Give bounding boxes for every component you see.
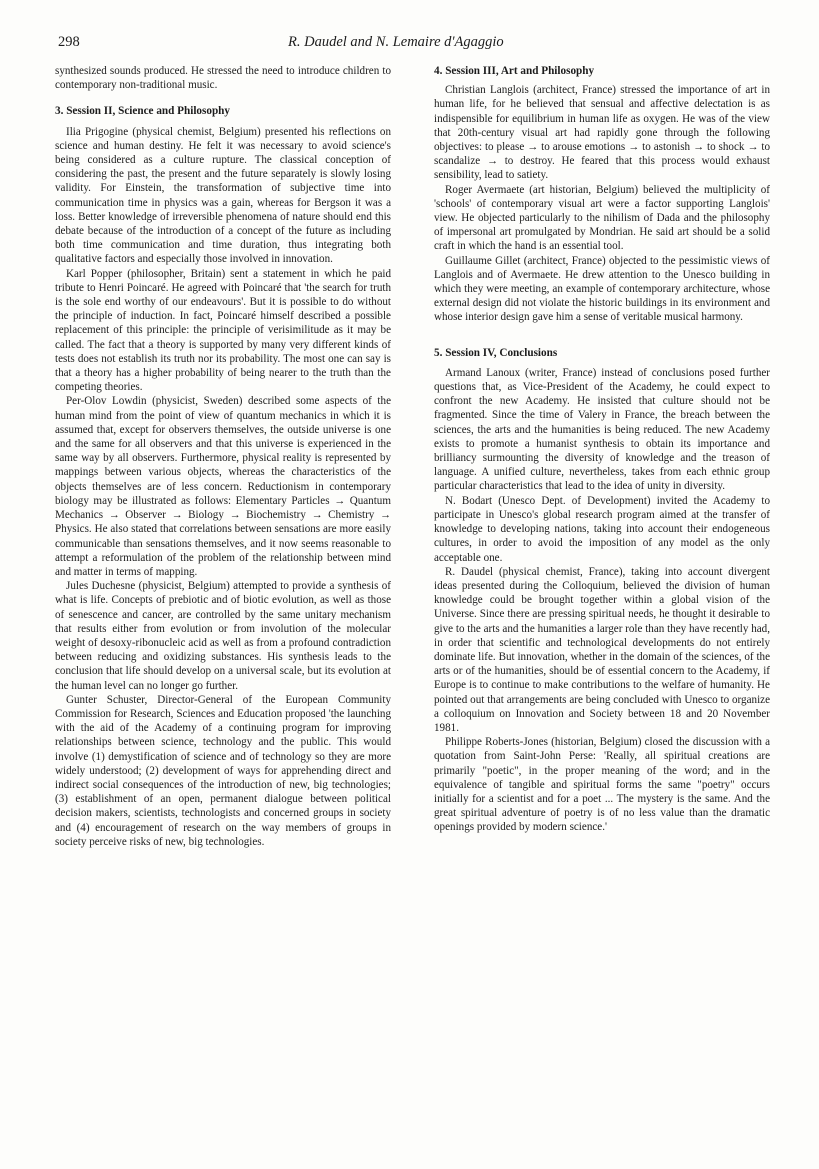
right-column [434, 64, 770, 835]
paragraph-duchesne: Jules Duchesne (physicist, Belgium) attempted to provide a synthesis of what is life. Concepts of prebiotic and of biotic evolution, as well as those of senescence and cancer, are controlled by the same unitary mechanism that results either from evolution or from involution of the molecular weight of desoxy-ribonucleic acid as well as from a profound contradiction between reducing and oxidizing substances. His synthesis leads to the conclusion that life should develop on a universal scale, but its evolution at the human level can no longer go further. [55, 580, 391, 692]
paragraph-avermaete: Roger Avermaete (art historian, Belgium) believed the multiplicity of 'schools' of contemporary visual art were a factor supporting Langlois' view. He objected particularly to the nihilism of Dada and the philosophy of impersonal art promulgated by Mondrian. He said art should be a solid craft in which the hand is an essential tool. [434, 183, 770, 253]
paragraph-schuster: Gunter Schuster, Director-General of the European Community Commission for Research, Sciences and Education proposed 'the launching with the aid of the Academy of a continuing program for improving relationships between science, technology and the public. This would involve (1) demystification of science and of technology so they are more widely understood; (2) development of ways for apprehending direct and indirect social consequences of the introduction of new, big technologies; (3) establishment of an open, permanent dialogue between political decision makers, scientists, technologists and concerned groups in society and (4) encouragement of research on the way members of groups in society perceive risks of new, big technologies. [55, 693, 391, 848]
paragraph-popper: Karl Popper (philosopher, Britain) sent a statement in which he paid tribute to Henri Poincaré. He agreed with Poincaré that 'the search for truth is the sole end worthy of our endeavours'. But it is possible to do without the principle of induction. In fact, Poincaré himself described a possible replacement of this principle: the principle of verisimilitude as it may be called. The fact that a theory is supported by many very different kinds of tests does not establish its truth nor its probability. The most one can say is that a theory has a higher probability of being nearer to the truth than the competing theories. [55, 267, 391, 394]
paragraph-lowdin: Per-Olov Lowdin (physicist, Sweden) described some aspects of the human mind from the point of view of quantum mechanics in which it is assumed that, except for observers themselves, the outside universe is one and the same for all observers and that this universe is experienced in the same way by all observers. Furthermore, physical reality is represented by mappings between various objects, whereas the characteristics of the objects themselves are of less concern. Reductionism in contemporary biology may be illustrated as follows: Elementary Particles → Quantum Mechanics → Observer → Biology → Biochemistry → Chemistry → Physics. He also stated that correlations between sensations are more easily communicable than sensations themselves, and it now seems reasonable to attempt a reformulation of the problem of the relationship between mind and matter in terms of mapping. [55, 395, 391, 578]
paragraph-langlois: Christian Langlois (architect, France) stressed the importance of art in human life, for he believed that sensual and affective delectation is as indispensible for equilibrium in human life as oxygen. He was of the view that 20th-century visual art had rapidly gone through the following objectives: to please → to arouse emotions → to astonish → to shock → to scandalize → to destroy. He feared that this process would exhaust sensibility, lead to satiety. [434, 84, 770, 182]
paragraph-lanoux: Armand Lanoux (writer, France) instead of conclusions posed further questions that, as Vice-President of the Academy, he could expect to confront the new Academy. He insisted that culture should not be fragmented. Since the time of Valery in France, the breach between the sciences, the arts and the humanities is being reduced. The new Academy exists to promote a humanist synthesis to obtain its importance and brilliancy surmounting the diversity of knowledge and the treason of language. A unified culture, nevertheless, takes from each ethnic group particular characteristics that lead to the idea of unity in diversity. [434, 366, 770, 493]
paragraph-roberts-jones: Philippe Roberts-Jones (historian, Belgium) closed the discussion with a quotation from Saint-John Perse: 'Really, all spiritual creations are primarily "poetic", in the proper meaning of the word; and in the equivalence of tangible and spiritual forms the same "poetry" occurs initially for a scientist and for a poet ... The mystery is the same. And the great spiritual adventure of poetry is of no less value than the dramatic openings provided by modern science.' [434, 736, 770, 834]
paragraph-prigogine: Ilia Prigogine (physical chemist, Belgium) presented his reflections on science and human destiny. He felt it was necessary to avoid science's being considered as a culture rupture. The classical conception of considering the past, the present and the future separately is slowly losing validity. For Einstein, the transformation of subjective time into communication time in physics was a gain, whereas for Bergson it was a loss. Better knowledge of irreversible phenomena of nature should end this debate because of the introduction of a concept of the future as including both time communication and time duration, thus integrating both qualitative factors and especially those involved in innovation. [55, 125, 391, 266]
section-heading-session-iii: 4. Session III, Art and Philosophy [434, 65, 595, 77]
section-heading-session-ii: 3. Session II, Science and Philosophy [55, 105, 231, 118]
paragraph-gillet: Guillaume Gillet (architect, France) objected to the pessimistic views of Langlois and of Avermaete. He drew attention to the Unesco building in which they were meeting, an example of contemporary architecture, whose external design did not violate the historic buildings in its environment and whose interior design gave him a sense of veritable musical harmony. [434, 254, 770, 324]
left-column [55, 64, 391, 849]
page-number: 298 [58, 34, 80, 50]
page-header [58, 34, 770, 56]
continued-paragraph: synthesized sounds produced. He stressed the need to introduce children to contemporary non-traditional music. [55, 65, 391, 92]
running-head: R. Daudel and N. Lemaire d'Agaggio [288, 34, 504, 50]
section-heading-session-iv: 5. Session IV, Conclusions [434, 346, 558, 359]
paragraph-bodart: N. Bodart (Unesco Dept. of Development) invited the Academy to participate in Unesco's global research program aimed at the transfer of knowledge to developing nations, taking into account their endogeneous cultures, in order to avoid the imposition of any model as the only acceptable one. [434, 494, 770, 564]
paragraph-daudel: R. Daudel (physical chemist, France), taking into account divergent ideas presented during the Colloquium, believed the division of human knowledge could be brought together within a global vision of the Universe. Since there are pressing spiritual needs, he thought it desirable to give to the arts and the humanities a larger role than they have recently had, in order that scientific and technological developments do not entirely dominate life. But innovation, whether in the domain of the sciences, of the arts or of the humanities, should be of essential concern to the Academy, if Europe is to continue to make contributions to the welfare of humanity. He pointed out that arrangements are being concluded with Unesco to organize a colloquium on Innovation and Society between 18 and 20 November 1981. [434, 565, 770, 734]
